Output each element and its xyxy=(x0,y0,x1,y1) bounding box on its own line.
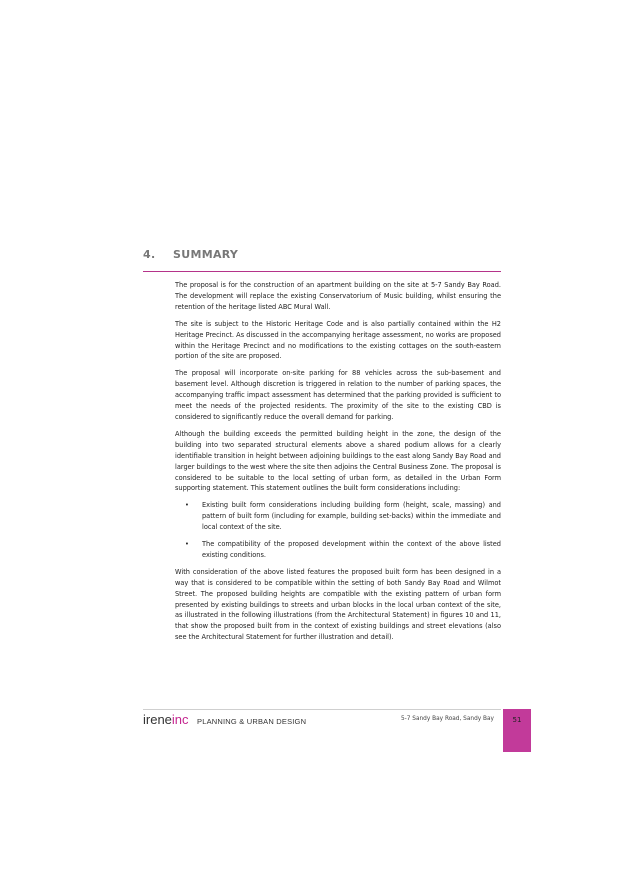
closing-paragraph: With consideration of the above listed features the proposed built form has been designed in a way that is considered to be compatible within the setting of both Sandy Bay Road and Wilmot Street. The proposed building heights are compatible with the existing pattern of urban form presented by existing buildings to streets and urban blocks in the local urban context of the site, as illustrated in the following illustrations (from the Architectural Statement) in figures 10 and 11, that show the proposed built from in the context of existing buildings and street elevations (also see the Architectural Statement for further illustration and detail). xyxy=(175,567,501,642)
heading-divider xyxy=(143,271,501,272)
list-item-text: Existing built form considerations including building form (height, scale, massing) and pattern of built form (including for example, building set-backs) within the immediate and local context of the site. xyxy=(202,501,501,532)
bullet-icon: • xyxy=(185,540,189,549)
logo-text-irene: irene xyxy=(143,712,172,727)
body-content xyxy=(175,280,501,649)
bullet-list xyxy=(175,500,501,561)
section-number: 4. xyxy=(143,248,156,261)
footer-address: 5-7 Sandy Bay Road, Sandy Bay xyxy=(400,716,494,722)
paragraph: The site is subject to the Historic Heritage Code and is also partially contained within the H2 Heritage Precinct. As discussed in the accompanying heritage assessment, no works are proposed within the Heritage Precinct and no modifications to the existing cottages on the south-eastern portion of the site are proposed. xyxy=(175,319,501,361)
list-item-text: The compatibility of the proposed development within the context of the above listed existing conditions. xyxy=(202,540,501,559)
paragraph: The proposal will incorporate on-site parking for 88 vehicles across the sub-basement and basement level. Although discretion is triggered in relation to the number of parking spaces, the accompanying traffic impact assessment has determined that the parking provided is sufficient to meet the needs of the projected residents. The proximity of the site to the existing CBD is considered to significantly reduce the overall demand for parking. xyxy=(175,369,501,421)
section-heading xyxy=(143,248,501,261)
list-item xyxy=(175,539,501,561)
section-title: SUMMARY xyxy=(173,248,239,261)
page-number-box xyxy=(503,709,531,752)
paragraph: The proposal is for the construction of an apartment building on the site at 5-7 Sandy Bay Road. The development will replace the existing Conservatorium of Music building, whilst ensuring the retention of the heritage listed ABC Mural Wall. xyxy=(175,281,501,311)
paragraph: Although the building exceeds the permitted building height in the zone, the design of the building into two separated structural elements above a shared podium allows for a clearly identifiable transition in height between adjoining buildings to the east along Sandy Bay Road and larger buildings to the west where the site then adjoins the Central Business Zone. The proposal is considered to be suitable to the local setting of urban form, as detailed in the Urban Form supporting statement. This statement outlines the built form considerations including: xyxy=(175,429,501,493)
company-logo xyxy=(143,711,306,729)
footer-divider xyxy=(143,709,501,710)
logo-tagline: PLANNING & URBAN DESIGN xyxy=(197,717,307,726)
list-item xyxy=(175,500,501,533)
logo-text-inc: inc xyxy=(171,712,189,727)
bullet-icon: • xyxy=(185,501,189,510)
page-number: 51 xyxy=(512,716,522,724)
